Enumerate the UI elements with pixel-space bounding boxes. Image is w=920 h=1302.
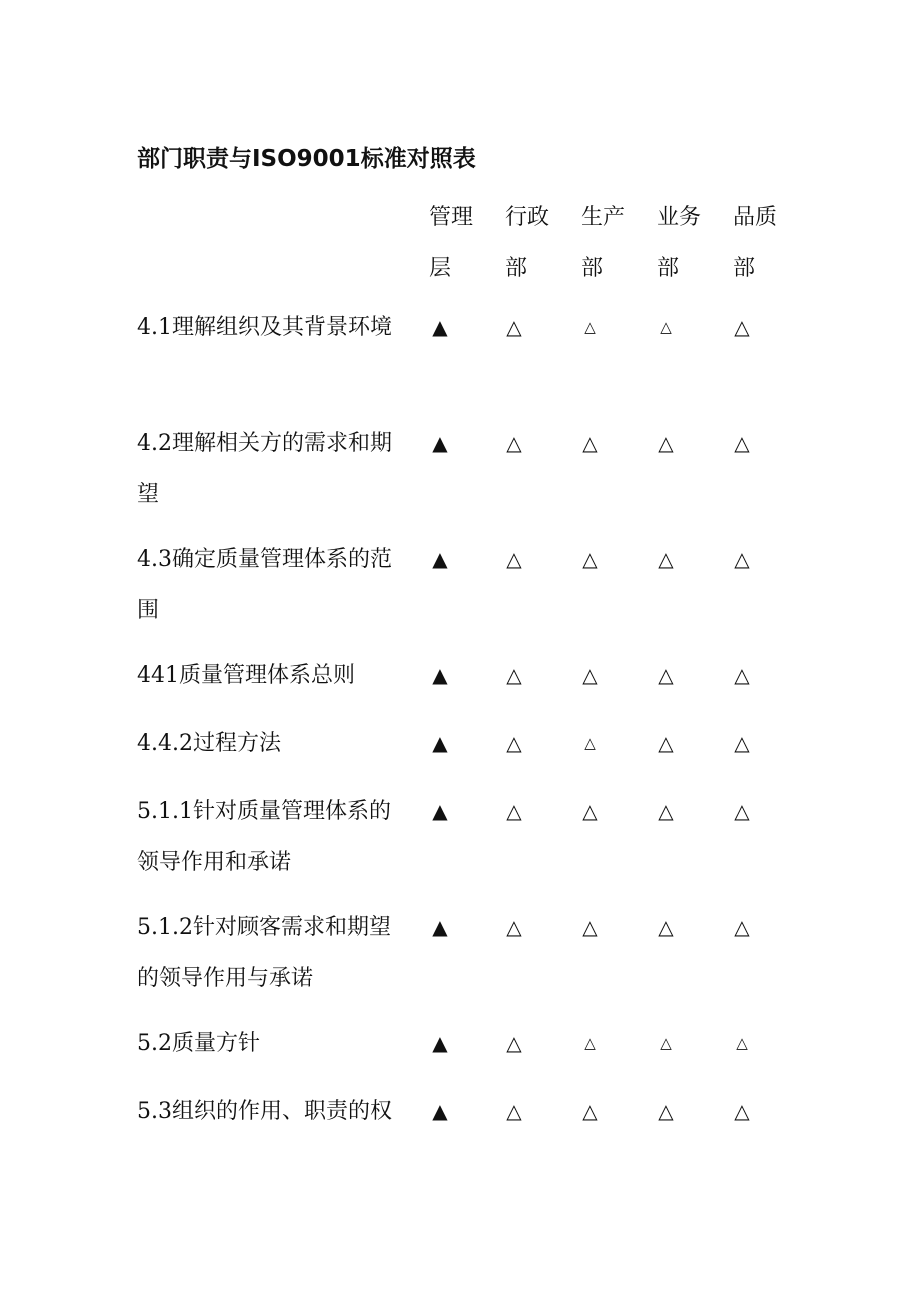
secondary-responsibility-mark: △ [506, 663, 522, 687]
department-header: 业务部 [657, 205, 702, 281]
secondary-responsibility-mark: △ [506, 315, 522, 339]
clause-label: 5.2质量方针 [137, 1031, 260, 1056]
secondary-responsibility-mark: △ [582, 547, 598, 571]
clause-label: 4.3确定质量管理体系的范围 [137, 547, 392, 623]
clause-label: 4.2理解相关方的需求和期望 [137, 431, 392, 507]
primary-responsibility-mark: ▲ [432, 799, 448, 823]
secondary-responsibility-mark: △ [734, 663, 750, 687]
primary-responsibility-mark: ▲ [432, 1099, 448, 1123]
secondary-responsibility-mark: △ [658, 547, 674, 571]
clause-label: 441质量管理体系总则 [137, 663, 355, 688]
secondary-responsibility-mark: △ [734, 799, 750, 823]
department-header: 品质部 [733, 205, 778, 281]
primary-responsibility-mark: ▲ [432, 731, 448, 755]
primary-responsibility-mark: ▲ [432, 315, 448, 339]
primary-responsibility-mark: ▲ [432, 431, 448, 455]
secondary-responsibility-mark: △ [658, 431, 674, 455]
department-header: 生产部 [581, 205, 626, 281]
clause-label: 5.1.1针对质量管理体系的领导作用和承诺 [137, 799, 391, 875]
secondary-responsibility-mark: △ [582, 663, 598, 687]
secondary-responsibility-mark: △ [582, 1099, 598, 1123]
document-title: 部门职责与ISO9001标准对照表 [137, 146, 476, 172]
clause-label: 4.1理解组织及其背景环境 [137, 315, 392, 340]
secondary-responsibility-mark: △ [506, 431, 522, 455]
secondary-responsibility-mark: △ [584, 318, 596, 336]
secondary-responsibility-mark: △ [506, 799, 522, 823]
secondary-responsibility-mark: △ [734, 431, 750, 455]
secondary-responsibility-mark: △ [582, 431, 598, 455]
secondary-responsibility-mark: △ [734, 315, 750, 339]
secondary-responsibility-mark: △ [734, 547, 750, 571]
secondary-responsibility-mark: △ [658, 1099, 674, 1123]
clause-label: 4.4.2过程方法 [137, 731, 281, 756]
secondary-responsibility-mark: △ [506, 1031, 522, 1055]
secondary-responsibility-mark: △ [506, 915, 522, 939]
secondary-responsibility-mark: △ [506, 547, 522, 571]
secondary-responsibility-mark: △ [658, 731, 674, 755]
primary-responsibility-mark: ▲ [432, 915, 448, 939]
secondary-responsibility-mark: △ [734, 731, 750, 755]
secondary-responsibility-mark: △ [734, 915, 750, 939]
secondary-responsibility-mark: △ [660, 318, 672, 336]
secondary-responsibility-mark: △ [736, 1034, 748, 1052]
secondary-responsibility-mark: △ [658, 799, 674, 823]
secondary-responsibility-mark: △ [584, 1034, 596, 1052]
secondary-responsibility-mark: △ [734, 1099, 750, 1123]
secondary-responsibility-mark: △ [582, 799, 598, 823]
primary-responsibility-mark: ▲ [432, 1031, 448, 1055]
department-header: 行政部 [505, 205, 550, 281]
primary-responsibility-mark: ▲ [432, 547, 448, 571]
clause-label: 5.3组织的作用、职责的权 [137, 1099, 392, 1124]
secondary-responsibility-mark: △ [660, 1034, 672, 1052]
secondary-responsibility-mark: △ [584, 734, 596, 752]
department-header: 管理层 [429, 205, 474, 281]
secondary-responsibility-mark: △ [582, 915, 598, 939]
primary-responsibility-mark: ▲ [432, 663, 448, 687]
clause-label: 5.1.2针对顾客需求和期望的领导作用与承诺 [137, 915, 391, 991]
secondary-responsibility-mark: △ [658, 915, 674, 939]
secondary-responsibility-mark: △ [506, 731, 522, 755]
secondary-responsibility-mark: △ [658, 663, 674, 687]
secondary-responsibility-mark: △ [506, 1099, 522, 1123]
